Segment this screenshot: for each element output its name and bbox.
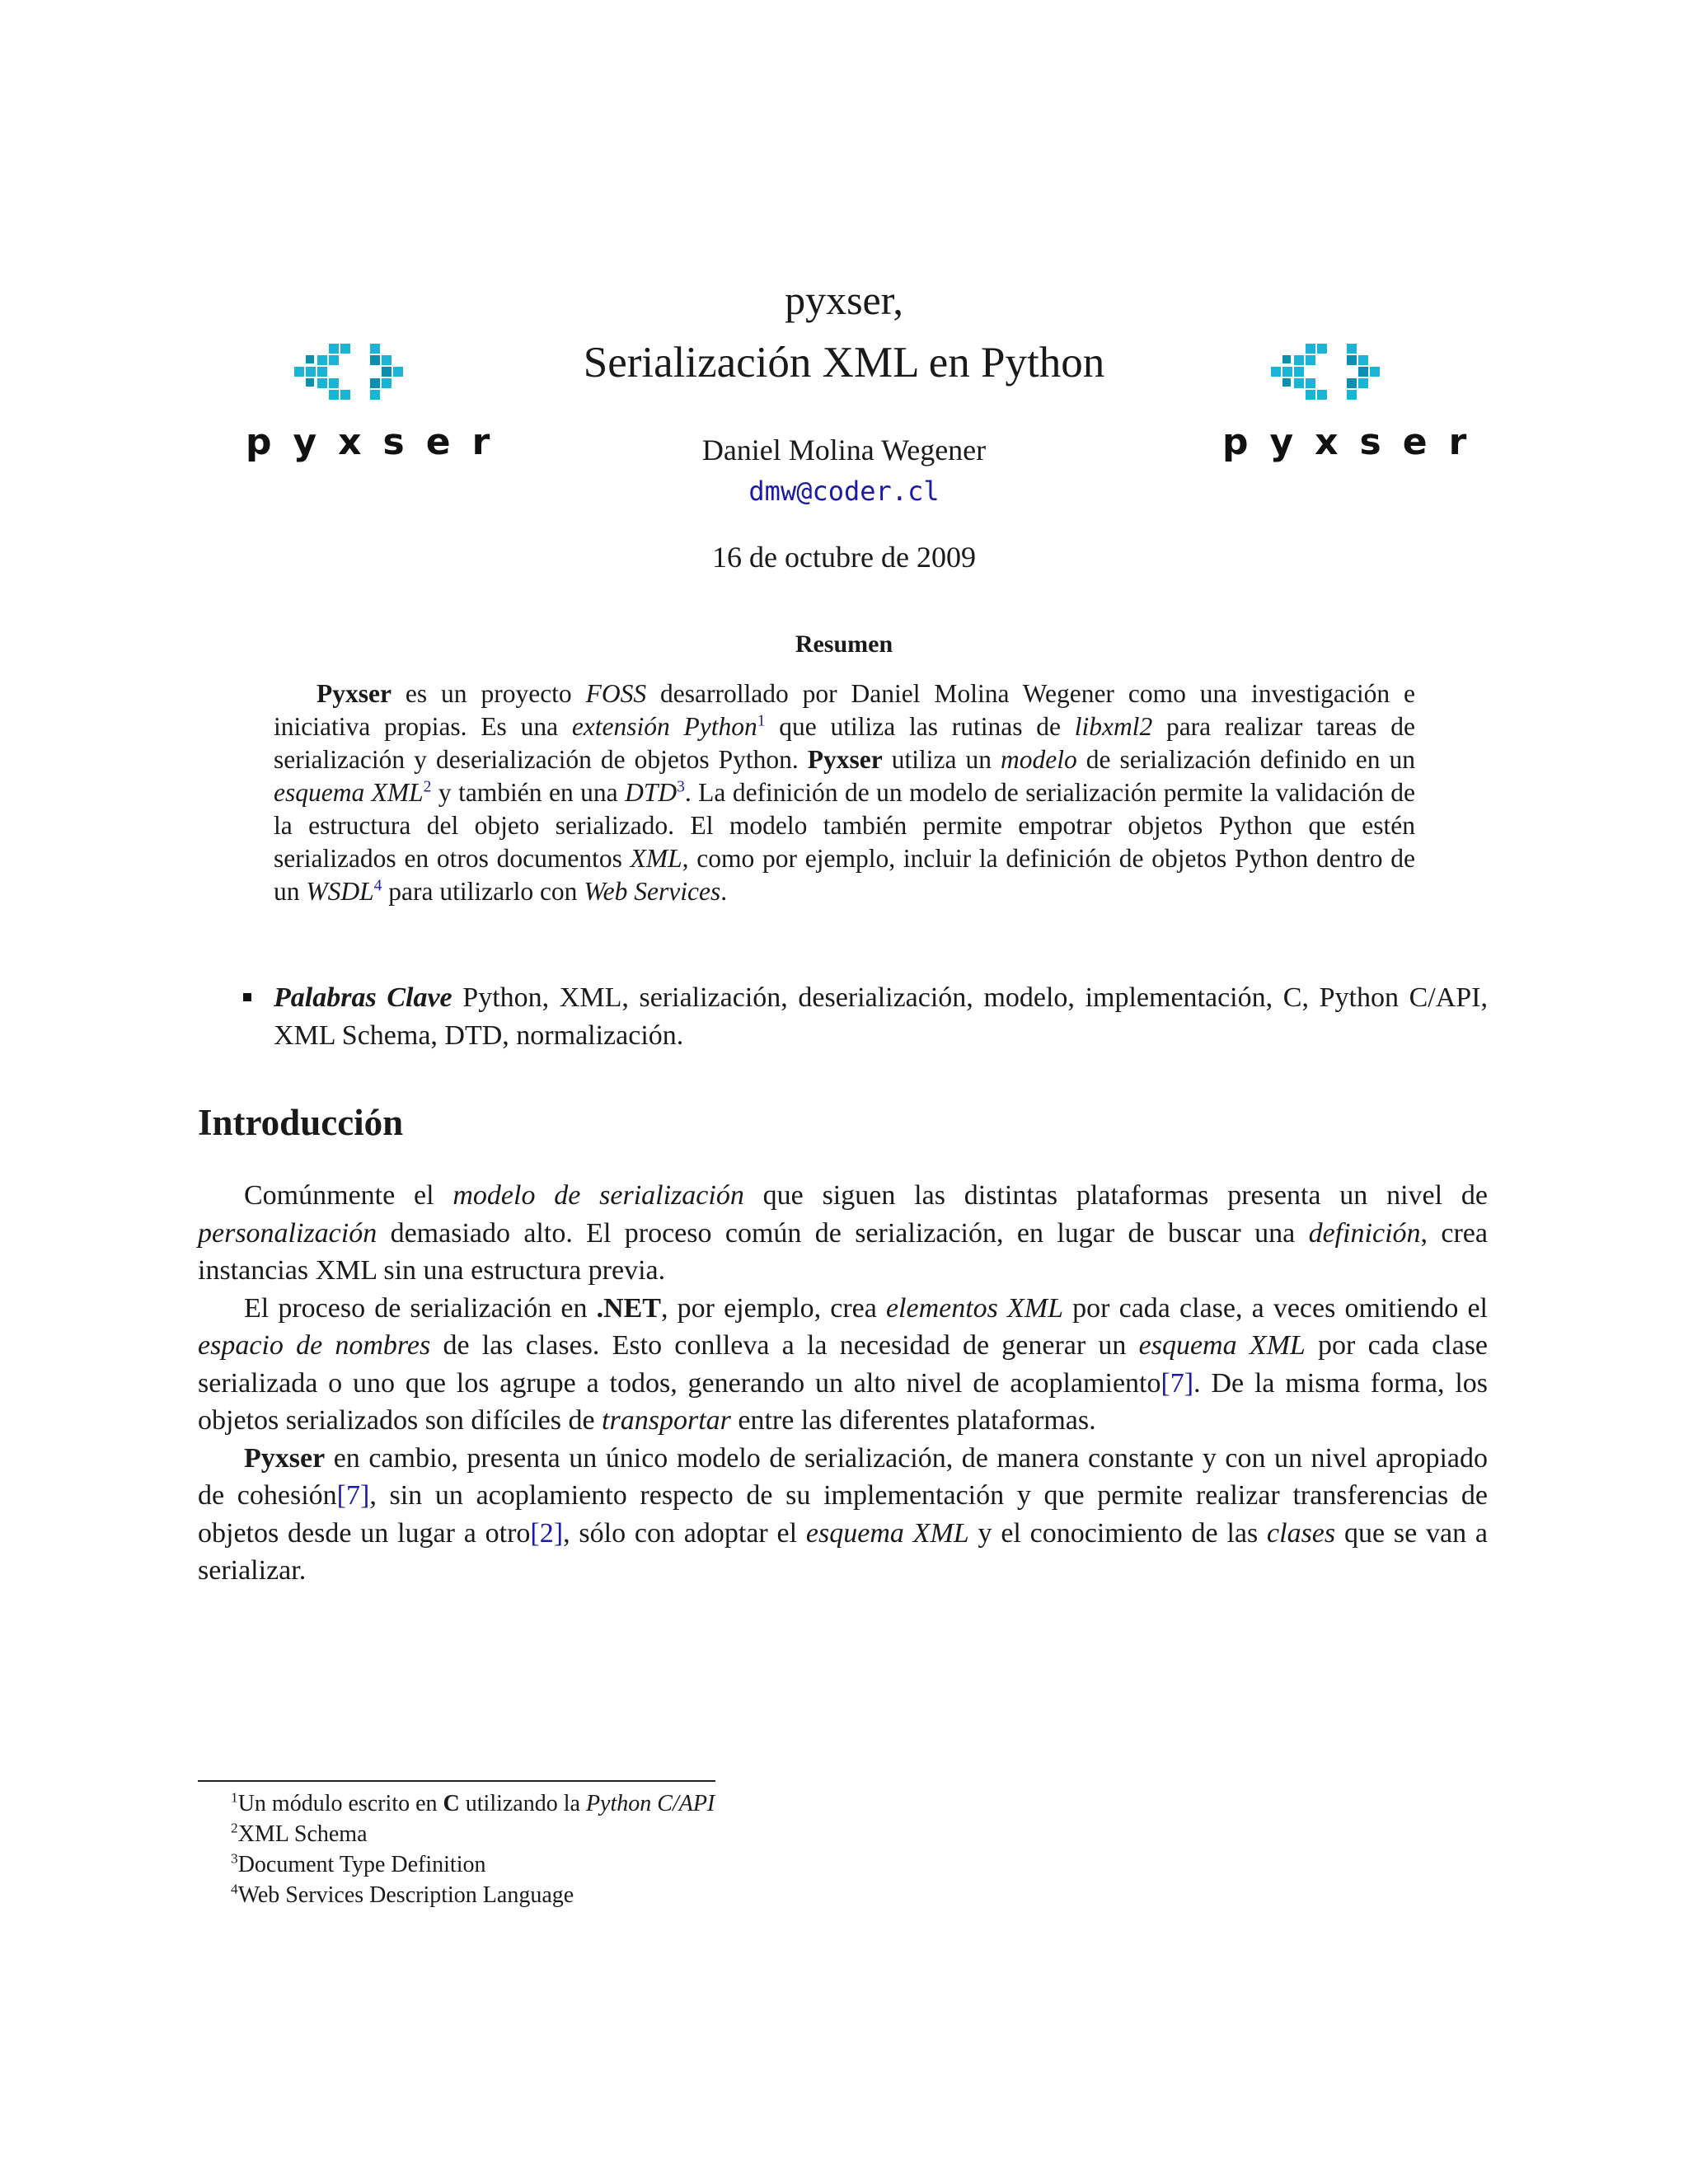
intro-paragraph-3: Pyxser en cambio, presenta un único modelo de serialización, de manera constante y con un nivel apropiado de cohesión[7], sin un acoplamiento respecto de su implementación y que permite realizar transferencias de objetos desde un lugar a otro[2], sólo con adoptar el esquema XML y el conocimiento de las clases que se van a serializar. — [198, 1442, 1489, 1586]
intro-paragraph-1: Comúnmente el modelo de serialización que siguen las distintas plataformas presenta un nivel de personalización demasiado alto. El proceso común de serialización, en lugar de buscar una definición, crea instancias XML sin una estructura previa. — [198, 1180, 1488, 1286]
citation-link[interactable]: [2] — [530, 1517, 564, 1549]
footnote-ref-2[interactable]: 2 — [423, 778, 432, 796]
introduction-body — [198, 1177, 1488, 1590]
footnote-4: $^4$Web Services Description Language — [231, 1881, 574, 1908]
logo-wordmark: pyxser — [1222, 421, 1489, 463]
citation-link[interactable]: [7] — [1160, 1367, 1194, 1399]
bullet-icon — [243, 993, 251, 1001]
title-line-1: pyxser, — [785, 277, 903, 323]
intro-paragraph-2: El proceso de serialización en .NET, por ejemplo, crea elementos XML por cada clase, a veces omitiendo el espacio de nombres de las clases. Esto conlleva a la necesidad de generar un esquema XML por cada clase serializada o uno que los agrupe a todos, generando un alto nivel de acoplamiento[7]. De la misma forma, los objetos serializados son difíciles de transportar entre las diferentes plataformas. — [198, 1292, 1489, 1436]
footnote-1: $^1$Un módulo escrito en C utilizando la Python C/API — [231, 1789, 715, 1816]
section-heading-introduccion: Introducción — [198, 1102, 404, 1143]
footnote-3: $^3$Document Type Definition — [231, 1850, 486, 1877]
footnote-divider — [198, 1780, 715, 1782]
abstract-heading: Resumen — [795, 630, 893, 658]
abstract-body — [274, 677, 1415, 908]
footnote-ref-3[interactable]: 3 — [677, 778, 685, 796]
keywords-item — [243, 979, 1488, 1055]
citation-link[interactable]: [7] — [336, 1480, 370, 1511]
logo-wordmark: pyxser — [246, 421, 512, 463]
author-name: Daniel Molina Wegener — [701, 434, 987, 466]
footnote-2: $^2$XML Schema — [231, 1820, 368, 1847]
footnote-ref-4[interactable]: 4 — [373, 877, 382, 895]
document-date: 16 de octubre de 2009 — [712, 541, 976, 574]
title-line-2: Serialización XML en Python — [583, 339, 1105, 387]
keywords-text: Python, XML, serialización, deserialización, modelo, implementación, C, Python C/API, XML Schema, DTD, normalización. — [274, 982, 1489, 1051]
footnotes — [231, 1788, 715, 1910]
author-email-link[interactable]: dmw@coder.cl — [748, 476, 940, 507]
abstract-paragraph: Pyxser es un proyecto FOSS desarrollado por Daniel Molina Wegener como una investigación e iniciativa propias. Es una extensión Python$^1$ que utiliza las rutinas de libxml2 para realizar tareas de serialización y deserialización de objetos Python. Pyxser utiliza un modelo de serialización definido en un esquema XML$^2$ y también en una DTD$^3$. La definición de un modelo de serialización permite la validación de la estructura del objeto serializado. El modelo también permite empotrar objetos Python que estén serializados en otros documentos XML, como por ejemplo, incluir la definición de objetos Python dentro de un WSDL$^4$ para utilizarlo con Web Services. — [274, 679, 1416, 906]
keywords-label: Palabras Clave — [274, 982, 452, 1013]
footnote-ref-1[interactable]: 1 — [757, 712, 766, 730]
